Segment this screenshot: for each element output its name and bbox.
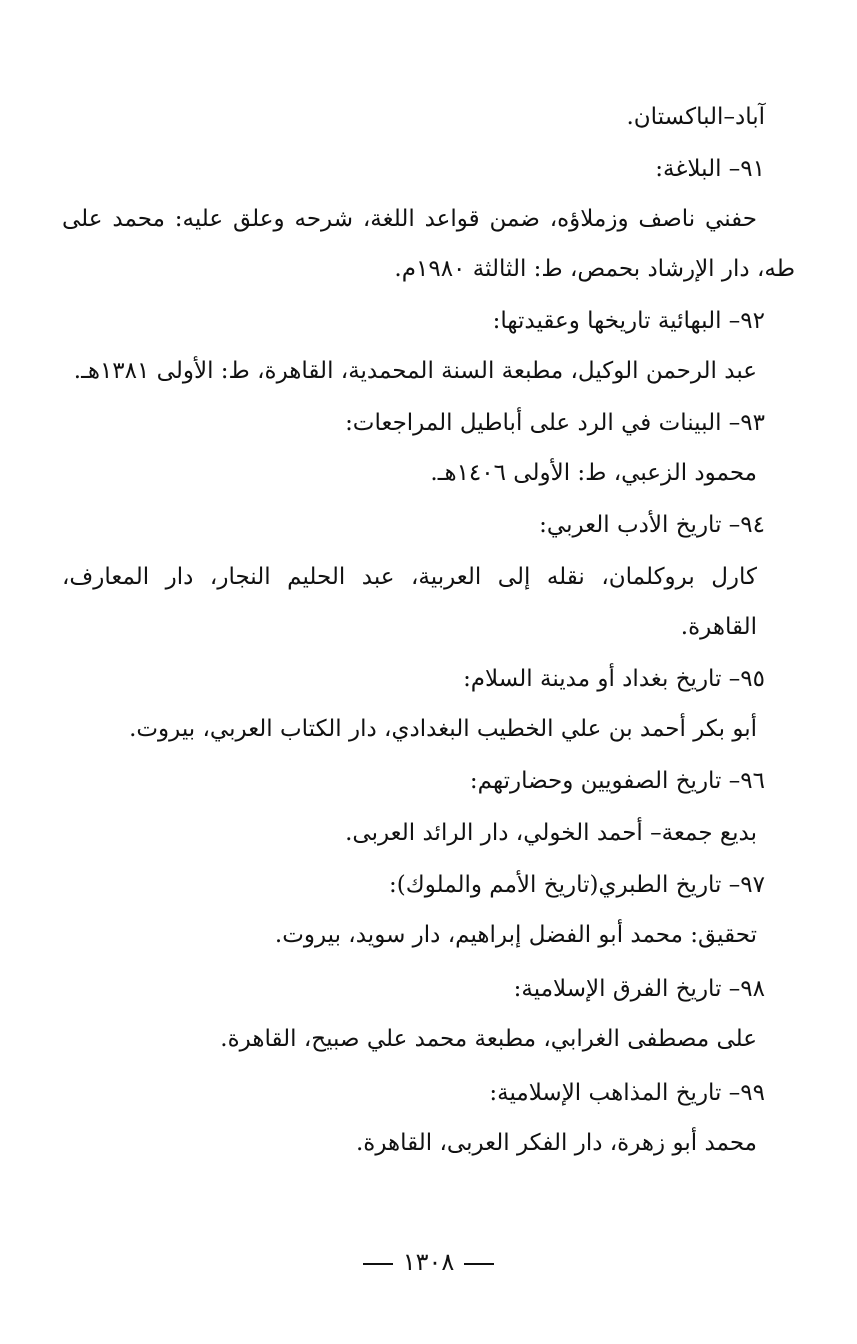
continued-line: آباد–الباكستان. (626, 104, 765, 130)
entry-heading-92: ٩٢– البهائية تاريخها وعقيدتها: (492, 308, 765, 334)
entry-93-detail: محمود الزعبي، ط: الأولى ١٤٠٦هـ. (430, 460, 757, 486)
entry-94-detail-line-1: كارل بروكلمان، نقله إلى العربية، عبد الحليم النجار، دار المعارف، (62, 564, 757, 590)
footer-dash-right (363, 1263, 393, 1265)
entry-92-detail: عبد الرحمن الوكيل، مطبعة السنة المحمدية، القاهرة، ط: الأولى ١٣٨١هـ. (73, 358, 757, 384)
entry-94-detail-line-2: القاهرة. (680, 614, 757, 640)
entry-91-detail-line-1: حفني ناصف وزملاؤه، ضمن قواعد اللغة، شرحه وعلق عليه: محمد على (62, 206, 757, 232)
entry-95-detail: أبو بكر أحمد بن علي الخطيب البغدادي، دار الكتاب العربي، بيروت. (129, 716, 757, 742)
page-number: ١٣٠٨ (402, 1248, 455, 1276)
entry-heading-93: ٩٣– البينات في الرد على أباطيل المراجعات: (345, 410, 765, 436)
entry-99-detail: محمد أبو زهرة، دار الفكر العربى، القاهرة. (355, 1130, 757, 1156)
entry-heading-94: ٩٤– تاريخ الأدب العربي: (539, 512, 765, 538)
entry-heading-98: ٩٨– تاريخ الفرق الإسلامية: (513, 976, 765, 1002)
entry-heading-95: ٩٥– تاريخ بغداد أو مدينة السلام: (463, 666, 765, 692)
entry-97-detail: تحقيق: محمد أبو الفضل إبراهيم، دار سويد، بيروت. (274, 922, 757, 948)
footer-dash-left (464, 1263, 494, 1265)
entry-heading-99: ٩٩– تاريخ المذاهب الإسلامية: (489, 1080, 765, 1106)
entry-heading-91: ٩١– البلاغة: (655, 156, 765, 182)
entry-91-detail-line-2: طه، دار الإرشاد بحمص، ط: الثالثة ١٩٨٠م. (394, 256, 795, 282)
entry-heading-96: ٩٦– تاريخ الصفويين وحضارتهم: (469, 768, 765, 794)
entry-heading-97: ٩٧– تاريخ الطبري(تاريخ الأمم والملوك): (389, 872, 765, 898)
entry-98-detail: على مصطفى الغرابي، مطبعة محمد علي صبيح، القاهرة. (220, 1026, 757, 1052)
page-footer (0, 1248, 857, 1276)
entry-96-detail: بديع جمعة– أحمد الخولي، دار الرائد العربى. (345, 820, 757, 846)
